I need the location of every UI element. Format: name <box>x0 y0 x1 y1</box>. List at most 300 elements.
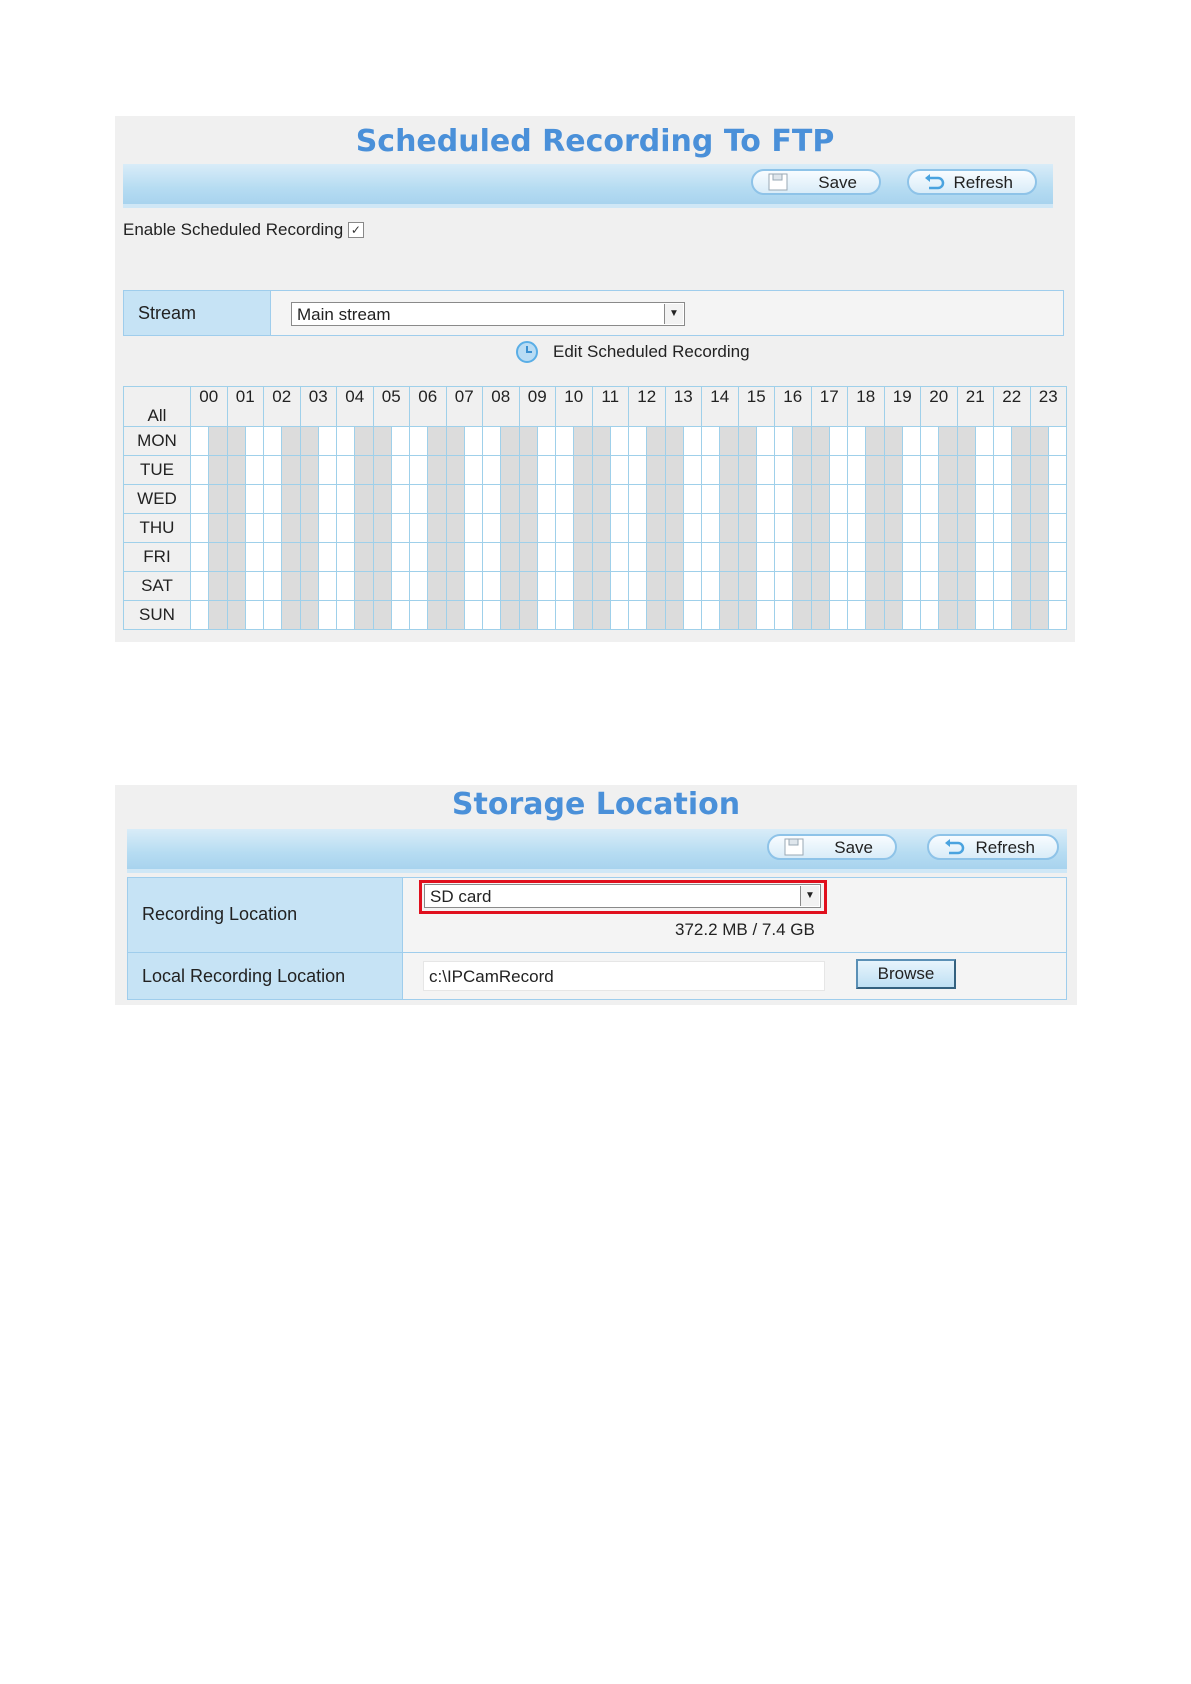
schedule-cell[interactable] <box>483 543 501 572</box>
schedule-cell[interactable] <box>245 485 263 514</box>
schedule-cell[interactable] <box>209 427 227 456</box>
schedule-cell[interactable] <box>994 543 1012 572</box>
schedule-cell[interactable] <box>683 427 701 456</box>
schedule-cell[interactable] <box>1030 514 1048 543</box>
schedule-cell[interactable] <box>829 456 847 485</box>
schedule-cell[interactable] <box>610 572 628 601</box>
schedule-cell[interactable] <box>1048 572 1066 601</box>
schedule-cell[interactable] <box>1048 514 1066 543</box>
schedule-cell[interactable] <box>647 427 665 456</box>
storage-save-button[interactable] <box>767 834 897 860</box>
schedule-cell[interactable] <box>464 601 482 630</box>
schedule-grid[interactable] <box>123 386 1067 630</box>
schedule-cell[interactable] <box>245 543 263 572</box>
schedule-cell[interactable] <box>939 427 957 456</box>
schedule-cell[interactable] <box>282 543 300 572</box>
schedule-cell[interactable] <box>483 572 501 601</box>
hour-header-07[interactable]: 07 <box>446 387 483 427</box>
schedule-cell[interactable] <box>391 456 409 485</box>
schedule-cell[interactable] <box>300 485 318 514</box>
schedule-cell[interactable] <box>574 601 592 630</box>
schedule-cell[interactable] <box>410 601 428 630</box>
schedule-cell[interactable] <box>537 572 555 601</box>
schedule-cell[interactable] <box>738 456 756 485</box>
schedule-cell[interactable] <box>975 601 993 630</box>
schedule-cell[interactable] <box>921 601 939 630</box>
schedule-cell[interactable] <box>629 601 647 630</box>
schedule-cell[interactable] <box>592 543 610 572</box>
schedule-cell[interactable] <box>391 427 409 456</box>
schedule-cell[interactable] <box>264 572 282 601</box>
schedule-cell[interactable] <box>318 456 336 485</box>
schedule-cell[interactable] <box>1030 456 1048 485</box>
schedule-cell[interactable] <box>756 427 774 456</box>
schedule-cell[interactable] <box>264 601 282 630</box>
schedule-cell[interactable] <box>738 601 756 630</box>
browse-button[interactable] <box>856 959 956 989</box>
schedule-cell[interactable] <box>902 514 920 543</box>
schedule-cell[interactable] <box>665 485 683 514</box>
schedule-cell[interactable] <box>373 514 391 543</box>
schedule-cell[interactable] <box>519 514 537 543</box>
schedule-cell[interactable] <box>574 543 592 572</box>
schedule-cell[interactable] <box>318 427 336 456</box>
schedule-cell[interactable] <box>902 572 920 601</box>
schedule-cell[interactable] <box>227 601 245 630</box>
schedule-cell[interactable] <box>428 456 446 485</box>
schedule-cell[interactable] <box>337 456 355 485</box>
schedule-cell[interactable] <box>775 514 793 543</box>
schedule-cell[interactable] <box>683 601 701 630</box>
schedule-cell[interactable] <box>665 427 683 456</box>
schedule-cell[interactable] <box>191 427 209 456</box>
schedule-cell[interactable] <box>245 456 263 485</box>
schedule-cell[interactable] <box>209 485 227 514</box>
schedule-cell[interactable] <box>300 601 318 630</box>
schedule-cell[interactable] <box>209 543 227 572</box>
schedule-cell[interactable] <box>1030 572 1048 601</box>
schedule-cell[interactable] <box>519 485 537 514</box>
schedule-cell[interactable] <box>410 427 428 456</box>
hour-header-01[interactable]: 01 <box>227 387 264 427</box>
schedule-cell[interactable] <box>939 485 957 514</box>
schedule-cell[interactable] <box>702 601 720 630</box>
schedule-cell[interactable] <box>391 601 409 630</box>
schedule-cell[interactable] <box>501 427 519 456</box>
schedule-cell[interactable] <box>264 485 282 514</box>
schedule-cell[interactable] <box>793 514 811 543</box>
schedule-cell[interactable] <box>738 427 756 456</box>
schedule-cell[interactable] <box>702 514 720 543</box>
schedule-cell[interactable] <box>702 485 720 514</box>
day-label-tue[interactable]: TUE <box>124 456 191 485</box>
schedule-cell[interactable] <box>337 427 355 456</box>
schedule-cell[interactable] <box>355 572 373 601</box>
schedule-cell[interactable] <box>501 485 519 514</box>
schedule-cell[interactable] <box>884 572 902 601</box>
schedule-cell[interactable] <box>994 572 1012 601</box>
schedule-cell[interactable] <box>574 485 592 514</box>
schedule-cell[interactable] <box>720 456 738 485</box>
schedule-cell[interactable] <box>191 514 209 543</box>
schedule-cell[interactable] <box>647 601 665 630</box>
hour-header-22[interactable]: 22 <box>994 387 1031 427</box>
schedule-cell[interactable] <box>501 601 519 630</box>
day-label-wed[interactable]: WED <box>124 485 191 514</box>
schedule-cell[interactable] <box>756 514 774 543</box>
schedule-cell[interactable] <box>574 427 592 456</box>
hour-header-16[interactable]: 16 <box>775 387 812 427</box>
schedule-cell[interactable] <box>209 572 227 601</box>
schedule-cell[interactable] <box>1030 543 1048 572</box>
schedule-cell[interactable] <box>483 427 501 456</box>
schedule-cell[interactable] <box>446 601 464 630</box>
schedule-cell[interactable] <box>738 485 756 514</box>
schedule-cell[interactable] <box>519 427 537 456</box>
schedule-cell[interactable] <box>410 543 428 572</box>
schedule-cell[interactable] <box>501 572 519 601</box>
schedule-cell[interactable] <box>227 572 245 601</box>
schedule-cell[interactable] <box>884 456 902 485</box>
schedule-cell[interactable] <box>793 485 811 514</box>
schedule-cell[interactable] <box>537 456 555 485</box>
schedule-cell[interactable] <box>975 485 993 514</box>
schedule-cell[interactable] <box>355 456 373 485</box>
schedule-cell[interactable] <box>975 427 993 456</box>
schedule-cell[interactable] <box>537 485 555 514</box>
schedule-cell[interactable] <box>446 572 464 601</box>
schedule-cell[interactable] <box>720 572 738 601</box>
schedule-cell[interactable] <box>391 572 409 601</box>
schedule-cell[interactable] <box>994 514 1012 543</box>
schedule-cell[interactable] <box>464 514 482 543</box>
schedule-cell[interactable] <box>519 601 537 630</box>
schedule-cell[interactable] <box>209 514 227 543</box>
hour-header-11[interactable]: 11 <box>592 387 629 427</box>
schedule-cell[interactable] <box>647 572 665 601</box>
hour-header-05[interactable]: 05 <box>373 387 410 427</box>
schedule-cell[interactable] <box>483 485 501 514</box>
schedule-cell[interactable] <box>811 485 829 514</box>
schedule-cell[interactable] <box>264 427 282 456</box>
schedule-cell[interactable] <box>756 485 774 514</box>
hour-header-04[interactable]: 04 <box>337 387 374 427</box>
hour-header-18[interactable]: 18 <box>848 387 885 427</box>
schedule-cell[interactable] <box>446 456 464 485</box>
hour-header-15[interactable]: 15 <box>738 387 775 427</box>
schedule-cell[interactable] <box>848 543 866 572</box>
schedule-cell[interactable] <box>921 572 939 601</box>
schedule-cell[interactable] <box>264 456 282 485</box>
schedule-cell[interactable] <box>391 514 409 543</box>
schedule-cell[interactable] <box>848 456 866 485</box>
schedule-cell[interactable] <box>556 601 574 630</box>
schedule-cell[interactable] <box>373 427 391 456</box>
schedule-cell[interactable] <box>592 514 610 543</box>
schedule-cell[interactable] <box>373 572 391 601</box>
schedule-cell[interactable] <box>939 601 957 630</box>
schedule-cell[interactable] <box>537 514 555 543</box>
schedule-cell[interactable] <box>902 456 920 485</box>
schedule-cell[interactable] <box>264 514 282 543</box>
schedule-cell[interactable] <box>720 601 738 630</box>
schedule-cell[interactable] <box>848 427 866 456</box>
schedule-cell[interactable] <box>318 485 336 514</box>
hour-header-06[interactable]: 06 <box>410 387 447 427</box>
schedule-cell[interactable] <box>848 514 866 543</box>
schedule-cell[interactable] <box>1012 427 1030 456</box>
chevron-down-icon[interactable]: ▼ <box>800 886 819 906</box>
schedule-cell[interactable] <box>610 514 628 543</box>
schedule-cell[interactable] <box>191 456 209 485</box>
schedule-cell[interactable] <box>537 543 555 572</box>
schedule-cell[interactable] <box>775 485 793 514</box>
day-label-sun[interactable]: SUN <box>124 601 191 630</box>
schedule-cell[interactable] <box>793 601 811 630</box>
schedule-cell[interactable] <box>245 427 263 456</box>
select-all-cell[interactable]: All <box>124 387 191 427</box>
schedule-cell[interactable] <box>957 601 975 630</box>
schedule-cell[interactable] <box>556 456 574 485</box>
day-label-fri[interactable]: FRI <box>124 543 191 572</box>
schedule-cell[interactable] <box>866 601 884 630</box>
refresh-button[interactable] <box>907 169 1037 195</box>
schedule-cell[interactable] <box>866 427 884 456</box>
hour-header-03[interactable]: 03 <box>300 387 337 427</box>
schedule-cell[interactable] <box>373 485 391 514</box>
schedule-cell[interactable] <box>592 572 610 601</box>
schedule-cell[interactable] <box>501 456 519 485</box>
schedule-cell[interactable] <box>902 543 920 572</box>
schedule-cell[interactable] <box>1012 456 1030 485</box>
hour-header-12[interactable]: 12 <box>629 387 666 427</box>
schedule-cell[interactable] <box>866 543 884 572</box>
schedule-cell[interactable] <box>337 514 355 543</box>
schedule-cell[interactable] <box>683 543 701 572</box>
hour-header-19[interactable]: 19 <box>884 387 921 427</box>
schedule-cell[interactable] <box>939 514 957 543</box>
schedule-cell[interactable] <box>391 485 409 514</box>
schedule-cell[interactable] <box>629 514 647 543</box>
schedule-cell[interactable] <box>884 514 902 543</box>
schedule-cell[interactable] <box>410 572 428 601</box>
schedule-cell[interactable] <box>1012 543 1030 572</box>
schedule-cell[interactable] <box>957 514 975 543</box>
schedule-cell[interactable] <box>994 456 1012 485</box>
schedule-cell[interactable] <box>866 485 884 514</box>
schedule-cell[interactable] <box>665 456 683 485</box>
schedule-cell[interactable] <box>629 456 647 485</box>
day-label-mon[interactable]: MON <box>124 427 191 456</box>
schedule-cell[interactable] <box>702 456 720 485</box>
schedule-cell[interactable] <box>1012 601 1030 630</box>
schedule-cell[interactable] <box>683 485 701 514</box>
schedule-cell[interactable] <box>373 601 391 630</box>
schedule-cell[interactable] <box>665 543 683 572</box>
schedule-cell[interactable] <box>428 514 446 543</box>
schedule-cell[interactable] <box>264 543 282 572</box>
schedule-cell[interactable] <box>428 427 446 456</box>
schedule-cell[interactable] <box>647 485 665 514</box>
schedule-cell[interactable] <box>337 601 355 630</box>
schedule-cell[interactable] <box>1030 601 1048 630</box>
schedule-cell[interactable] <box>1048 543 1066 572</box>
schedule-cell[interactable] <box>702 427 720 456</box>
schedule-cell[interactable] <box>483 456 501 485</box>
schedule-cell[interactable] <box>939 456 957 485</box>
schedule-cell[interactable] <box>373 543 391 572</box>
schedule-cell[interactable] <box>957 456 975 485</box>
schedule-cell[interactable] <box>355 543 373 572</box>
chevron-down-icon[interactable]: ▼ <box>664 304 683 324</box>
schedule-cell[interactable] <box>647 543 665 572</box>
schedule-cell[interactable] <box>282 485 300 514</box>
schedule-cell[interactable] <box>884 485 902 514</box>
schedule-cell[interactable] <box>464 543 482 572</box>
schedule-cell[interactable] <box>720 427 738 456</box>
schedule-cell[interactable] <box>811 427 829 456</box>
storage-refresh-button[interactable] <box>927 834 1059 860</box>
schedule-cell[interactable] <box>665 514 683 543</box>
schedule-cell[interactable] <box>829 572 847 601</box>
schedule-cell[interactable] <box>428 485 446 514</box>
schedule-cell[interactable] <box>793 456 811 485</box>
hour-header-09[interactable]: 09 <box>519 387 556 427</box>
schedule-cell[interactable] <box>720 485 738 514</box>
schedule-cell[interactable] <box>227 427 245 456</box>
schedule-cell[interactable] <box>337 485 355 514</box>
schedule-cell[interactable] <box>300 572 318 601</box>
schedule-cell[interactable] <box>592 485 610 514</box>
schedule-cell[interactable] <box>775 572 793 601</box>
schedule-cell[interactable] <box>318 514 336 543</box>
schedule-cell[interactable] <box>884 427 902 456</box>
schedule-cell[interactable] <box>793 427 811 456</box>
schedule-cell[interactable] <box>501 543 519 572</box>
schedule-cell[interactable] <box>191 601 209 630</box>
hour-header-10[interactable]: 10 <box>556 387 593 427</box>
schedule-cell[interactable] <box>464 572 482 601</box>
schedule-cell[interactable] <box>848 572 866 601</box>
schedule-cell[interactable] <box>391 543 409 572</box>
schedule-cell[interactable] <box>884 601 902 630</box>
schedule-cell[interactable] <box>300 543 318 572</box>
hour-header-21[interactable]: 21 <box>957 387 994 427</box>
schedule-cell[interactable] <box>957 427 975 456</box>
schedule-cell[interactable] <box>337 572 355 601</box>
schedule-cell[interactable] <box>939 572 957 601</box>
schedule-cell[interactable] <box>975 543 993 572</box>
schedule-cell[interactable] <box>975 514 993 543</box>
schedule-cell[interactable] <box>1048 456 1066 485</box>
schedule-cell[interactable] <box>848 601 866 630</box>
schedule-cell[interactable] <box>483 514 501 543</box>
day-label-sat[interactable]: SAT <box>124 572 191 601</box>
schedule-cell[interactable] <box>702 543 720 572</box>
schedule-cell[interactable] <box>483 601 501 630</box>
schedule-cell[interactable] <box>738 572 756 601</box>
schedule-cell[interactable] <box>756 543 774 572</box>
enable-checkbox[interactable]: ✓ <box>348 222 364 238</box>
schedule-cell[interactable] <box>793 543 811 572</box>
recording-location-select[interactable] <box>424 884 821 908</box>
schedule-cell[interactable] <box>519 456 537 485</box>
schedule-cell[interactable] <box>811 572 829 601</box>
schedule-cell[interactable] <box>337 543 355 572</box>
schedule-cell[interactable] <box>775 543 793 572</box>
schedule-cell[interactable] <box>994 485 1012 514</box>
schedule-cell[interactable] <box>574 456 592 485</box>
schedule-cell[interactable] <box>866 572 884 601</box>
schedule-cell[interactable] <box>556 427 574 456</box>
schedule-cell[interactable] <box>629 485 647 514</box>
schedule-cell[interactable] <box>556 543 574 572</box>
schedule-cell[interactable] <box>921 543 939 572</box>
schedule-cell[interactable] <box>501 514 519 543</box>
schedule-cell[interactable] <box>756 572 774 601</box>
schedule-cell[interactable] <box>683 572 701 601</box>
schedule-cell[interactable] <box>318 543 336 572</box>
schedule-cell[interactable] <box>629 572 647 601</box>
schedule-cell[interactable] <box>775 456 793 485</box>
schedule-cell[interactable] <box>610 485 628 514</box>
schedule-cell[interactable] <box>1048 485 1066 514</box>
schedule-cell[interactable] <box>884 543 902 572</box>
schedule-cell[interactable] <box>592 601 610 630</box>
day-label-thu[interactable]: THU <box>124 514 191 543</box>
schedule-cell[interactable] <box>556 572 574 601</box>
hour-header-02[interactable]: 02 <box>264 387 301 427</box>
schedule-cell[interactable] <box>647 514 665 543</box>
schedule-cell[interactable] <box>428 601 446 630</box>
schedule-cell[interactable] <box>1048 601 1066 630</box>
schedule-cell[interactable] <box>227 485 245 514</box>
schedule-cell[interactable] <box>738 514 756 543</box>
hour-header-20[interactable]: 20 <box>921 387 958 427</box>
schedule-cell[interactable] <box>975 572 993 601</box>
schedule-cell[interactable] <box>410 485 428 514</box>
schedule-cell[interactable] <box>446 543 464 572</box>
schedule-cell[interactable] <box>537 601 555 630</box>
schedule-cell[interactable] <box>610 456 628 485</box>
schedule-cell[interactable] <box>355 485 373 514</box>
schedule-cell[interactable] <box>829 427 847 456</box>
schedule-cell[interactable] <box>921 514 939 543</box>
schedule-cell[interactable] <box>209 456 227 485</box>
schedule-cell[interactable] <box>902 427 920 456</box>
schedule-cell[interactable] <box>683 456 701 485</box>
schedule-cell[interactable] <box>756 601 774 630</box>
schedule-cell[interactable] <box>811 456 829 485</box>
schedule-cell[interactable] <box>191 485 209 514</box>
schedule-cell[interactable] <box>957 485 975 514</box>
schedule-cell[interactable] <box>902 485 920 514</box>
schedule-cell[interactable] <box>829 485 847 514</box>
schedule-cell[interactable] <box>464 427 482 456</box>
schedule-cell[interactable] <box>464 456 482 485</box>
schedule-cell[interactable] <box>957 543 975 572</box>
schedule-cell[interactable] <box>556 485 574 514</box>
schedule-cell[interactable] <box>994 427 1012 456</box>
schedule-cell[interactable] <box>866 456 884 485</box>
schedule-cell[interactable] <box>793 572 811 601</box>
schedule-cell[interactable] <box>775 427 793 456</box>
schedule-cell[interactable] <box>866 514 884 543</box>
schedule-cell[interactable] <box>975 456 993 485</box>
schedule-cell[interactable] <box>537 427 555 456</box>
schedule-cell[interactable] <box>592 427 610 456</box>
schedule-cell[interactable] <box>318 601 336 630</box>
